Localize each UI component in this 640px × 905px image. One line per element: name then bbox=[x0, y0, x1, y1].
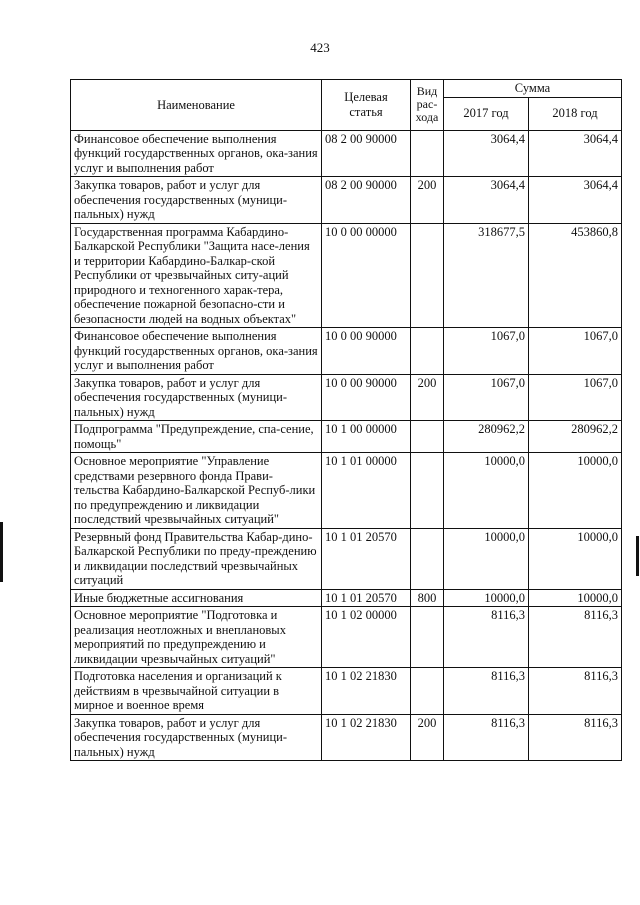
cell-amount-2017: 318677,5 bbox=[444, 223, 529, 328]
cell-amount-2017: 8116,3 bbox=[444, 668, 529, 715]
cell-name: Основное мероприятие "Управление средствами резервного фонда Прави-тельства Кабардино-Балкарской Респуб-лики по предупреждению и ликвидации последствий чрезвычайных ситуаций" bbox=[71, 453, 322, 529]
cell-target-article: 10 1 01 20570 bbox=[322, 589, 411, 607]
cell-expense-kind: 800 bbox=[411, 589, 444, 607]
table-row bbox=[71, 223, 622, 328]
cell-amount-2017: 280962,2 bbox=[444, 421, 529, 453]
header-kind bbox=[411, 80, 444, 131]
cell-amount-2018: 1067,0 bbox=[529, 374, 622, 421]
cell-target-article: 10 1 00 00000 bbox=[322, 421, 411, 453]
cell-amount-2017: 8116,3 bbox=[444, 607, 529, 668]
cell-amount-2017: 10000,0 bbox=[444, 528, 529, 589]
cell-expense-kind bbox=[411, 528, 444, 589]
cell-target-article: 10 1 02 00000 bbox=[322, 607, 411, 668]
scan-edge-mark-right bbox=[636, 536, 639, 576]
cell-expense-kind: 200 bbox=[411, 374, 444, 421]
cell-amount-2018: 10000,0 bbox=[529, 453, 622, 529]
header-target-line1: Целевая bbox=[344, 90, 388, 105]
cell-amount-2018: 280962,2 bbox=[529, 421, 622, 453]
cell-name: Иные бюджетные ассигнования bbox=[71, 589, 322, 607]
cell-expense-kind bbox=[411, 453, 444, 529]
cell-amount-2017: 3064,4 bbox=[444, 177, 529, 224]
cell-expense-kind bbox=[411, 668, 444, 715]
header-kind-line3: хода bbox=[415, 110, 439, 125]
cell-amount-2017: 10000,0 bbox=[444, 453, 529, 529]
cell-name: Закупка товаров, работ и услуг для обеспечения государственных (муници-пальных) нужд bbox=[71, 714, 322, 761]
cell-name: Подготовка населения и организаций к действиям в чрезвычайной ситуации в мирное и военное время bbox=[71, 668, 322, 715]
table-row bbox=[71, 589, 622, 607]
cell-amount-2018: 3064,4 bbox=[529, 177, 622, 224]
cell-amount-2018: 453860,8 bbox=[529, 223, 622, 328]
table-header bbox=[71, 80, 622, 131]
cell-amount-2017: 3064,4 bbox=[444, 130, 529, 177]
cell-target-article: 10 1 01 20570 bbox=[322, 528, 411, 589]
page-number: 423 bbox=[310, 40, 330, 55]
cell-amount-2018: 10000,0 bbox=[529, 589, 622, 607]
table-row bbox=[71, 328, 622, 375]
cell-target-article: 10 1 02 21830 bbox=[322, 714, 411, 761]
cell-name: Финансовое обеспечение выполнения функций государственных органов, ока-зания услуг и выполнения работ bbox=[71, 130, 322, 177]
cell-expense-kind bbox=[411, 328, 444, 375]
cell-name: Финансовое обеспечение выполнения функций государственных органов, ока-зания услуг и выполнения работ bbox=[71, 328, 322, 375]
header-name: Наименование bbox=[71, 80, 322, 131]
header-target bbox=[322, 80, 411, 131]
table-row bbox=[71, 528, 622, 589]
table-row bbox=[71, 453, 622, 529]
header-kind-line1: Вид bbox=[416, 84, 438, 99]
cell-expense-kind: 200 bbox=[411, 177, 444, 224]
cell-target-article: 10 0 00 90000 bbox=[322, 328, 411, 375]
cell-amount-2017: 10000,0 bbox=[444, 589, 529, 607]
header-kind-line2: рас- bbox=[416, 97, 438, 112]
cell-expense-kind bbox=[411, 130, 444, 177]
cell-name: Закупка товаров, работ и услуг для обеспечения государственных (муници-пальных) нужд bbox=[71, 374, 322, 421]
cell-amount-2018: 10000,0 bbox=[529, 528, 622, 589]
table-row bbox=[71, 177, 622, 224]
table-row bbox=[71, 130, 622, 177]
cell-target-article: 10 0 00 00000 bbox=[322, 223, 411, 328]
cell-amount-2017: 8116,3 bbox=[444, 714, 529, 761]
table-row bbox=[71, 421, 622, 453]
scan-edge-mark-left bbox=[0, 522, 3, 582]
table-row bbox=[71, 714, 622, 761]
header-target-line2: статья bbox=[349, 104, 383, 119]
cell-name: Подпрограмма "Предупреждение, спа-сение, помощь" bbox=[71, 421, 322, 453]
cell-target-article: 10 1 01 00000 bbox=[322, 453, 411, 529]
header-year-2018: 2018 год bbox=[529, 97, 622, 130]
header-sum: Сумма bbox=[444, 80, 622, 98]
table-row bbox=[71, 607, 622, 668]
cell-name: Государственная программа Кабардино-Балкарской Республики "Защита насе-ления и территории Кабардино-Балкар-ской Республики от чрезвычайных ситу-аций природного и техногенного харак-тера, обеспечение пожарной безопасно-сти и безопасности людей на водных объектах" bbox=[71, 223, 322, 328]
cell-amount-2018: 1067,0 bbox=[529, 328, 622, 375]
cell-amount-2017: 1067,0 bbox=[444, 374, 529, 421]
cell-target-article: 10 0 00 90000 bbox=[322, 374, 411, 421]
cell-expense-kind bbox=[411, 223, 444, 328]
budget-table bbox=[70, 79, 622, 761]
cell-target-article: 10 1 02 21830 bbox=[322, 668, 411, 715]
cell-expense-kind bbox=[411, 421, 444, 453]
cell-amount-2018: 3064,4 bbox=[529, 130, 622, 177]
table-body bbox=[71, 130, 622, 761]
cell-name: Закупка товаров, работ и услуг для обеспечения государственных (муници-пальных) нужд bbox=[71, 177, 322, 224]
cell-expense-kind bbox=[411, 607, 444, 668]
cell-target-article: 08 2 00 90000 bbox=[322, 130, 411, 177]
cell-amount-2018: 8116,3 bbox=[529, 607, 622, 668]
table-row bbox=[71, 668, 622, 715]
cell-name: Резервный фонд Правительства Кабар-дино-Балкарской Республики по преду-преждению и ликвидации последствий чрезвычайных ситуаций bbox=[71, 528, 322, 589]
table-row bbox=[71, 374, 622, 421]
cell-name: Основное мероприятие "Подготовка и реализация неотложных и внеплановых мероприятий по предупреждению и ликвидации чрезвычайных ситуаций" bbox=[71, 607, 322, 668]
cell-target-article: 08 2 00 90000 bbox=[322, 177, 411, 224]
cell-amount-2018: 8116,3 bbox=[529, 668, 622, 715]
cell-expense-kind: 200 bbox=[411, 714, 444, 761]
cell-amount-2017: 1067,0 bbox=[444, 328, 529, 375]
header-year-2017: 2017 год bbox=[444, 97, 529, 130]
cell-amount-2018: 8116,3 bbox=[529, 714, 622, 761]
